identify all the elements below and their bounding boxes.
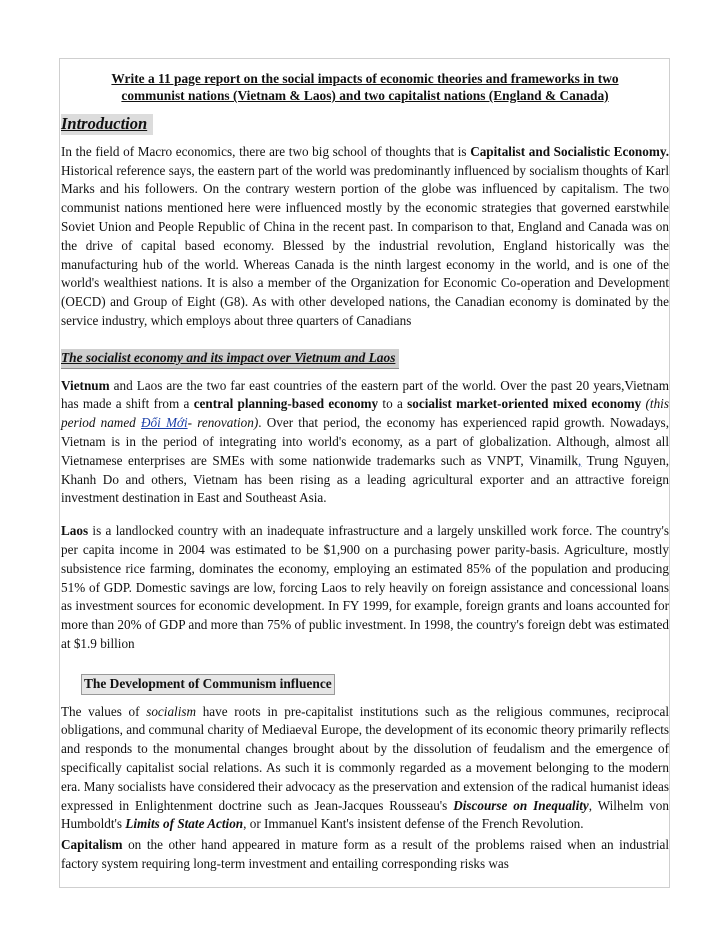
vietnam-italic-2: - renovation): [187, 415, 259, 431]
document-body: [61, 70, 669, 888]
socialism-text-2: have roots in pre-capitalist institutions such as the religious communes, reciprocal obligations, and communal charity of Mediaeval Europe, the development of its economic theory primarily reflects and responds to the monumental changes brought about by the dissolution of feudalism and the emergence of specifically capitalist social relations. As such it is commonly regarded as a movement belonging to the modern era. Many socialists have considered their advocacy as the preservation and extension of the radical humanist ideas expressed in Enlightenment doctrine such as Jean-Jacques Rousseau's: [61, 703, 669, 813]
socialism-text-3: , Wilhelm von Humboldt's: [61, 797, 669, 832]
laos-bold: Laos: [61, 523, 89, 539]
intro-text-2: Historical reference says, the eastern part of the world was predominantly influenced by socialism thoughts of Karl Marks and his followers. On the contrary western portion of the globe was influenced by capitalism. The two communist nations mentioned here were influenced mostly by the economic strategies that governed earstwhile Soviet Union and People Republic of China in the recent past. In comparison to that, England and Canada was on the drive of capital based economy. Blessed by the industrial revolution, England historically was the manufacturing hub of the world. Whereas Canada is the ninth largest economy in the world, and is one of the world's wealthiest nations. It is also a member of the Organization for Economic Co-operation and Development (OECD) and Group of Eight (G8). As with other developed nations, the Canadian economy is dominated by the service industry, which employs about three quarters of Canadians: [61, 162, 669, 328]
socialism-paragraph: [61, 703, 669, 835]
laos-text: is a landlocked country with an inadequate infrastructure and a largely unskilled work force. The country's per capita income in 2004 was estimated to be $1,900 on a purchasing power parity-basis. Agriculture, mostly subsistence rice farming, dominates the economy, employing an estimated 85% of the population and producing 51% of GDP. Domestic savings are low, forcing Laos to rely heavily on foreign assistance and concessional loans as investment sources for economic development. In FY 1999, for example, foreign grants and loans accounted for more than 20% of GDP and more than 75% of public investment. In 1998, the country's foreign debt was estimated at $1.9 billion: [61, 523, 670, 651]
doi-moi-link[interactable]: Đổi Mới: [140, 415, 188, 431]
introduction-heading: Introduction: [61, 114, 153, 135]
intro-text-1: In the field of Macro economics, there are two big school of thoughts that is: [61, 143, 471, 159]
socialist-economy-heading: The socialist economy and its impact over Vietnum and Laos: [61, 349, 399, 369]
vietnam-text-3: . Over that period, the economy has experienced rapid growth. Nowadays, Vietnam is in the period of integrating into world's economy, as a part of globalization. Although, almost all Vietnamese enterprises are SMEs with some nationwide trademarks such as VNPT, Vinamilk: [61, 415, 669, 468]
market-economy-bold: socialist market-oriented mixed economy: [407, 396, 642, 412]
vietnam-bold: Vietnum: [61, 377, 110, 393]
intro-bold-1: Capitalist and Socialistic Economy.: [470, 143, 669, 159]
laos-paragraph: [61, 522, 669, 654]
socialism-italic: socialism: [146, 703, 197, 719]
capitalism-paragraph: [61, 836, 669, 874]
socialism-text-1: The values of: [61, 703, 147, 719]
vietnam-text-4: Trung Nguyen, Khanh Do and others, Vietnam has been rising as a leading agricultural exporter and an attractive foreign investment destination in East and Southeast Asia.: [61, 452, 670, 506]
capitalism-text: on the other hand appeared in mature form as a result of the problems raised when an industrial factory system requiring long-term investment and entailing corresponding risks was: [61, 837, 669, 871]
title-line-2: communist nations (Vietnam & Laos) and two capitalist nations (England & Canada): [121, 88, 609, 103]
central-planning-bold: central planning-based economy: [193, 396, 379, 412]
vietnam-paragraph: [61, 377, 669, 509]
introduction-paragraph: [61, 143, 669, 331]
document-title: [61, 70, 669, 104]
title-line-1: Write a 11 page report on the social impacts of economic theories and frameworks in two: [111, 71, 619, 86]
socialism-text-4: , or Immanuel Kant's insistent defense of the French Revolution.: [243, 816, 584, 832]
vietnam-text-1: and Laos are the two far east countries of the eastern part of the world. Over the past 20 years,Vietnam has made a shift from a: [61, 377, 669, 412]
capitalism-bold: Capitalism: [61, 837, 123, 853]
vietnam-italic-1: (this period named: [61, 396, 669, 431]
vinamilk-link[interactable]: ,: [578, 452, 582, 468]
limits-of-state-action: Limits of State Action: [125, 816, 244, 832]
vietnam-text-2: to a: [378, 396, 408, 412]
communism-heading: The Development of Communism influence: [81, 674, 335, 695]
discourse-on-inequality: Discourse on Inequality: [453, 797, 589, 813]
